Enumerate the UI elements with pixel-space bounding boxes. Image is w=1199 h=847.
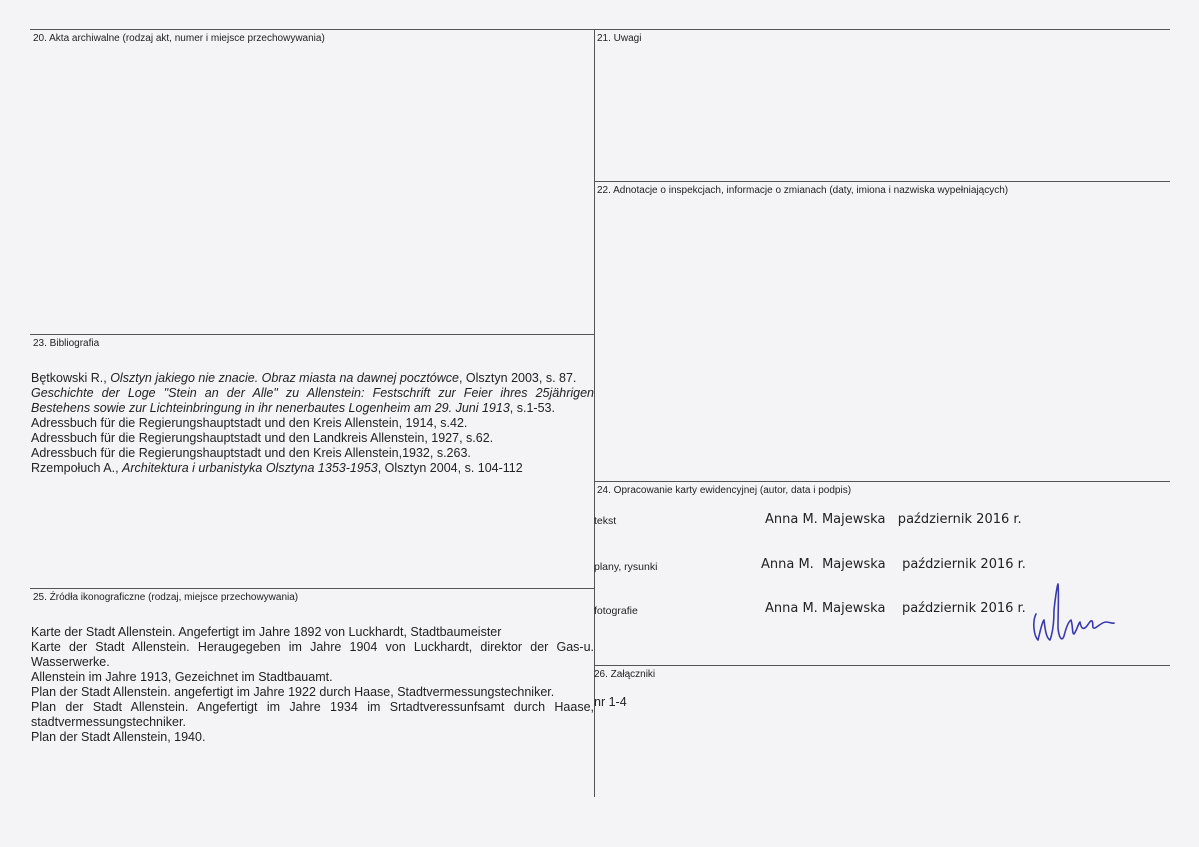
bibliography-entry: Geschichte der Loge "Stein an der Alle" zu Allenstein: Festschrift zur Feier ihres 25jährigen Bestehens sowie zur Lichteinbringung in ihr nenerbautes Logenheim am 29. Juni 1913, s.1-53. bbox=[31, 386, 594, 415]
row-label-plany: plany, rysunki bbox=[594, 561, 658, 573]
row-value-tekst: Anna M. Majewska październik 2016 r. bbox=[765, 512, 1022, 527]
iconographic-sources-list bbox=[31, 625, 594, 745]
rule-22 bbox=[594, 181, 1170, 182]
attachments-value: nr 1-4 bbox=[594, 695, 627, 709]
bibliography-entry: Adressbuch für die Regierungshauptstadt und den Landkreis Allenstein, 1927, s.62. bbox=[31, 431, 494, 445]
section-20-label: 20. Akta archiwalne (rodzaj akt, numer i miejsce przechowywania) bbox=[33, 33, 325, 44]
section-21-label: 21. Uwagi bbox=[597, 33, 642, 44]
row-value-fotografie: Anna M. Majewska październik 2016 r. bbox=[765, 601, 1026, 616]
top-rule bbox=[30, 29, 1170, 30]
source-entry: Plan der Stadt Allenstein, 1940. bbox=[31, 730, 206, 744]
rule-23 bbox=[30, 334, 594, 335]
signature-image bbox=[1028, 580, 1118, 652]
bibliography-entry: Adressbuch für die Regierungshauptstadt und den Kreis Allenstein,1932, s.263. bbox=[31, 446, 471, 460]
bibliography-entry: Bętkowski R., Olsztyn jakiego nie znacie. Obraz miasta na dawnej pocztówce, Olsztyn 2003, s. 87. bbox=[31, 371, 577, 385]
source-entry: Karte der Stadt Allenstein. Heraugegeben im Jahre 1904 von Luckhardt, direktor der Gas-u. Wasserwerke. bbox=[31, 640, 594, 669]
source-entry: Plan der Stadt Allenstein. Angefertigt im Jahre 1934 im Srtadtveressunfsamt durch Haase, stadtvermessungstechniker. bbox=[31, 700, 594, 729]
rule-26 bbox=[594, 665, 1170, 666]
section-25-label: 25. Źródła ikonograficzne (rodzaj, miejsce przechowywania) bbox=[33, 592, 299, 603]
rule-24 bbox=[594, 481, 1170, 482]
row-label-tekst: tekst bbox=[594, 515, 617, 527]
column-divider bbox=[594, 29, 595, 797]
source-entry: Plan der Stadt Allenstein. angefertigt im Jahre 1922 durch Haase, Stadtvermessungstechniker. bbox=[31, 685, 555, 699]
section-23-label: 23. Bibliografia bbox=[33, 338, 100, 349]
row-value-plany: Anna M. Majewska październik 2016 r. bbox=[761, 557, 1026, 572]
row-label-fotografie: fotografie bbox=[594, 605, 638, 617]
bibliography-entry: Adressbuch für die Regierungshauptstadt und den Kreis Allenstein, 1914, s.42. bbox=[31, 416, 468, 430]
bibliography-entry: Rzempołuch A., Architektura i urbanistyka Olsztyna 1353-1953, Olsztyn 2004, s. 104-112 bbox=[31, 461, 523, 475]
bibliography-list bbox=[31, 371, 594, 476]
section-24-label: 24. Opracowanie karty ewidencyjnej (autor, data i podpis) bbox=[597, 485, 852, 496]
source-entry: Allenstein im Jahre 1913, Gezeichnet im Stadtbauamt. bbox=[31, 670, 333, 684]
section-26-label: 26. Załączniki bbox=[594, 669, 656, 680]
rule-25 bbox=[30, 588, 594, 589]
source-entry: Karte der Stadt Allenstein. Angefertigt im Jahre 1892 von Luckhardt, Stadtbaumeister bbox=[31, 625, 502, 639]
section-22-label: 22. Adnotacje o inspekcjach, informacje o zmianach (daty, imiona i nazwiska wypełniających) bbox=[597, 185, 1009, 196]
